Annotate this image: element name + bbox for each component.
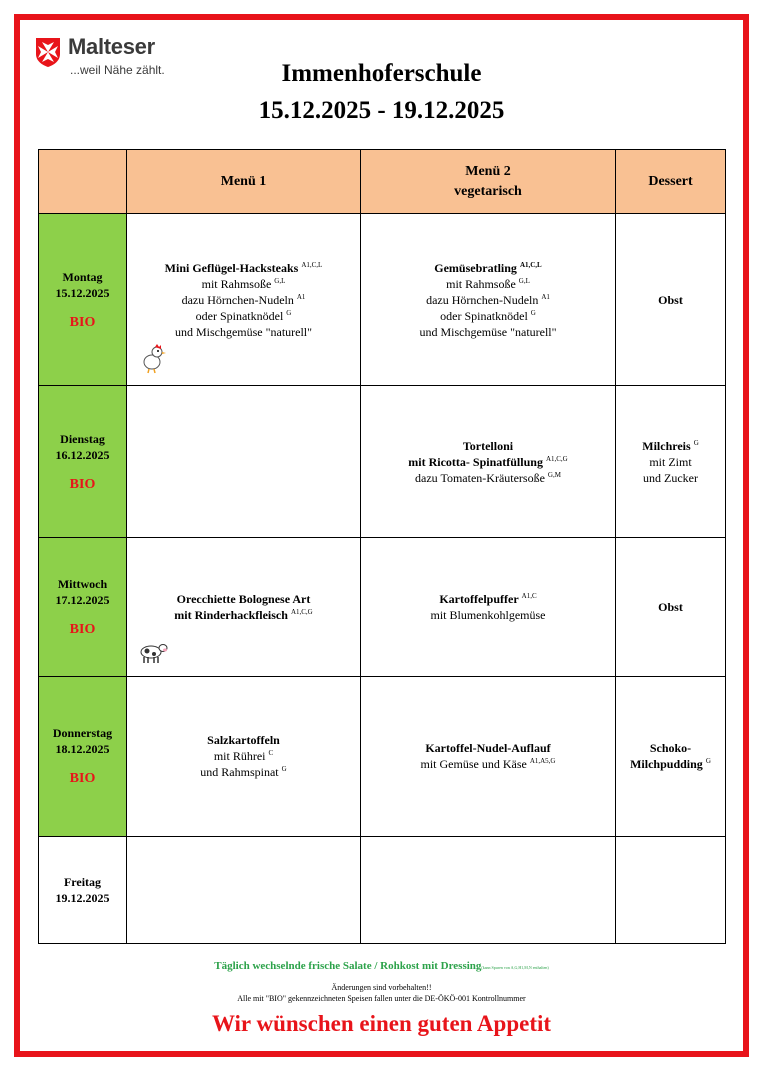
allergen-code: G,L: [274, 276, 286, 285]
allergen-code: C: [268, 749, 274, 758]
appetit-message: Wir wünschen einen guten Appetit: [211, 1011, 552, 1036]
menu2-cell: [361, 836, 616, 943]
header-menu2-subtitle: vegetarisch: [454, 183, 522, 199]
page-title: Immenhoferschule: [281, 60, 482, 87]
dish-name: Tortelloni: [462, 438, 514, 453]
bio-label: BIO: [69, 771, 96, 787]
dish-line: dazu Tomaten-Kräutersoße: [415, 470, 545, 485]
dessert-line: mit Zimt: [649, 454, 692, 469]
day-date: 15.12.2025: [55, 285, 110, 300]
table-row: [39, 538, 726, 676]
menu2-cell: [361, 538, 616, 676]
dish-line: mit Rinderhackfleisch: [174, 608, 288, 623]
dish-line: und Mischgemüse "naturell": [419, 324, 557, 339]
menu2-cell: [361, 386, 616, 538]
day-date: 17.12.2025: [55, 593, 110, 608]
header-menu2-title: Menü 2: [465, 163, 511, 179]
salad-text: Täglich wechselnde frische Salate / Rohkost mit Dressing: [214, 960, 482, 972]
bio-label: BIO: [69, 476, 96, 492]
changes-note: Änderungen sind vorbehalten!!: [331, 983, 432, 992]
day-date: 16.12.2025: [55, 447, 110, 462]
day-name: Freitag: [63, 874, 102, 889]
dessert-line: Milchpudding: [630, 757, 703, 772]
menu1-cell: [127, 214, 361, 386]
dish-line: und Rahmspinat: [200, 765, 279, 780]
table-row: [39, 214, 726, 386]
logo-slogan: ...weil Nähe zählt.: [70, 63, 165, 77]
table-row: [39, 676, 726, 836]
dish-line: mit Rahmsoße: [201, 276, 272, 291]
dish-line: dazu Hörnchen-Nudeln: [181, 292, 294, 307]
day-name: Dienstag: [60, 431, 105, 446]
dessert-cell: [616, 836, 726, 943]
header-row: [39, 150, 726, 214]
cow-icon: [137, 634, 169, 666]
allergen-code: G: [705, 757, 711, 766]
menu1-cell: [127, 386, 361, 538]
day-cell: [39, 538, 127, 676]
allergen-code: A1,C,G: [290, 608, 313, 617]
dish-line: mit Ricotta- Spinatfüllung: [408, 454, 543, 469]
dish-line: mit Blumenkohlgemüse: [430, 608, 546, 623]
dish-name: Kartoffelpuffer: [439, 592, 519, 607]
dish-name: Salzkartoffeln: [207, 733, 280, 748]
header-day: [39, 150, 127, 214]
dessert-name: Obst: [658, 292, 683, 307]
dish-line: und Mischgemüse "naturell": [174, 324, 313, 339]
menu2-cell: [361, 676, 616, 836]
menu1-cell: [127, 836, 361, 943]
allergen-code: A1,C,L: [519, 260, 542, 269]
dessert-cell: [616, 386, 726, 538]
dessert-line: und Zucker: [643, 470, 698, 485]
dessert-cell: [616, 214, 726, 386]
salad-note: [0, 960, 763, 972]
date-range: 15.12.2025 - 19.12.2025: [258, 97, 505, 124]
bio-label: BIO: [69, 622, 96, 638]
allergen-code: G: [281, 765, 287, 774]
allergen-code: A1,A5,G: [529, 757, 556, 766]
dessert-name: Obst: [658, 600, 683, 615]
allergen-code: A1: [296, 292, 306, 301]
bio-label: BIO: [69, 314, 96, 330]
dessert-name: Schoko-: [649, 741, 692, 756]
header-menu2: [361, 150, 616, 214]
table-row: [39, 386, 726, 538]
day-date: 18.12.2025: [55, 742, 110, 757]
dessert-cell: [616, 676, 726, 836]
dish-name: Kartoffel-Nudel-Auflauf: [425, 741, 551, 756]
allergen-code: A1: [541, 292, 550, 301]
allergen-code: A1,C: [521, 592, 537, 601]
salad-allergen-note: (kann Spuren von A,G,H1,M,N enthalten): [481, 965, 549, 970]
table-row: [39, 836, 726, 943]
header-menu1: Menü 1: [127, 150, 361, 214]
day-name: Montag: [62, 269, 103, 284]
dish-line: mit Rührei: [213, 749, 266, 764]
menu2-cell: [361, 214, 616, 386]
logo-name: Malteser: [68, 34, 155, 59]
day-date: 19.12.2025: [55, 890, 110, 905]
bio-control-note: Alle mit "BIO" gekennzeichneten Speisen fallen unter die DE-ÖKÖ-001 Kontrollnummer: [237, 994, 526, 1003]
day-cell: [39, 676, 127, 836]
day-cell: [39, 836, 127, 943]
dish-name: Gemüsebratling: [434, 260, 517, 275]
menu1-cell: [127, 676, 361, 836]
allergen-code: G: [693, 438, 699, 447]
day-name: Donnerstag: [52, 726, 113, 741]
dish-line: dazu Hörnchen-Nudeln: [426, 292, 539, 307]
dish-line: oder Spinatknödel: [195, 308, 284, 323]
allergen-code: G: [286, 308, 292, 317]
allergen-code: G,L: [518, 276, 530, 285]
dish-name: Mini Geflügel-Hacksteaks: [164, 260, 299, 275]
dish-line: mit Gemüse und Käse: [420, 757, 527, 772]
dish-name: Orecchiette Bolognese Art: [176, 592, 311, 607]
allergen-code: G: [530, 308, 536, 317]
day-cell: [39, 214, 127, 386]
dish-line: oder Spinatknödel: [440, 308, 528, 323]
allergen-code: G,M: [547, 470, 561, 479]
day-name: Mittwoch: [57, 577, 108, 592]
allergen-code: A1,C,L: [301, 260, 323, 269]
dish-line: mit Rahmsoße: [446, 276, 516, 291]
day-cell: [39, 386, 127, 538]
menu1-cell: [127, 538, 361, 676]
dessert-cell: [616, 538, 726, 676]
allergen-code: A1,C,G: [545, 454, 568, 463]
chicken-icon: [137, 342, 169, 374]
dessert-name: Milchreis: [642, 438, 691, 453]
menu-table: [38, 149, 726, 944]
header-dessert: Dessert: [616, 150, 726, 214]
